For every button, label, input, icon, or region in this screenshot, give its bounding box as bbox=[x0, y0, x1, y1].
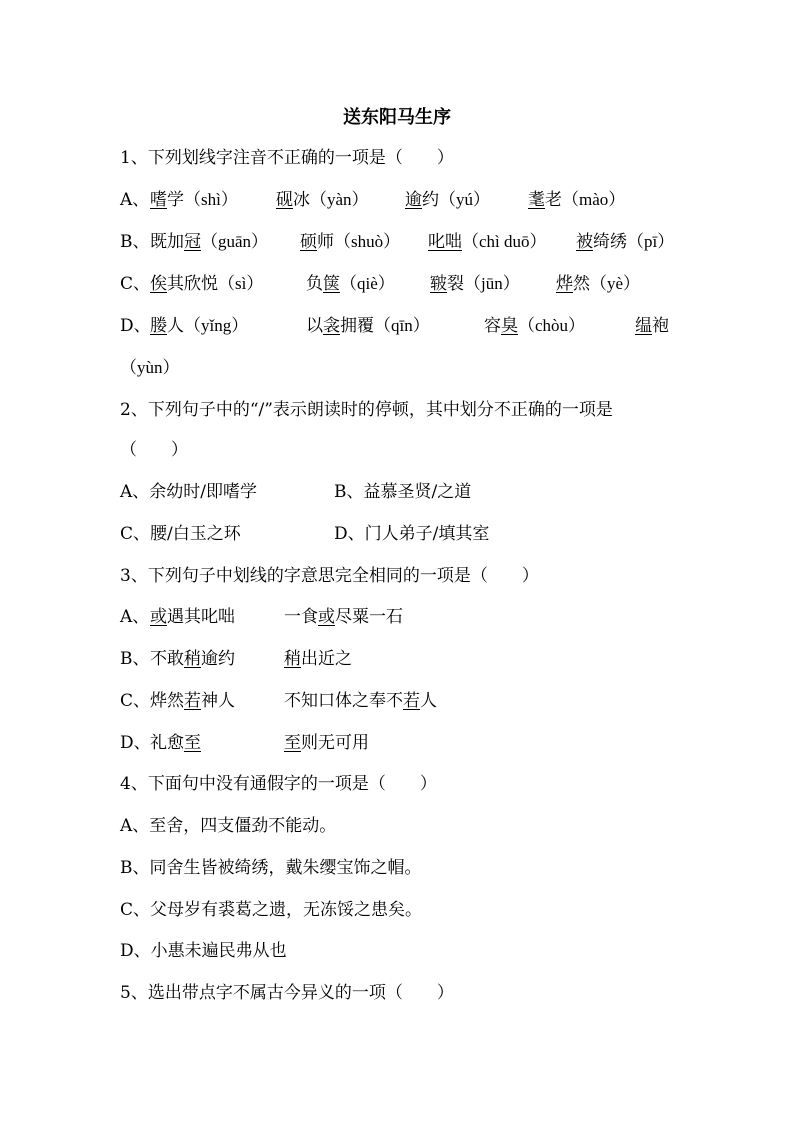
q1-d-word-4: 缊袍 bbox=[635, 316, 669, 336]
q1-b-word-3: 叱咄（chì duō） bbox=[428, 232, 547, 252]
q1-a-word-1: 嗜学（shì） bbox=[150, 190, 238, 210]
question-2-stem: 2、下列句子中的“/”表示朗读时的停顿，其中划分不正确的一项是 bbox=[120, 400, 613, 420]
question-2-answer-paren: （ ） bbox=[120, 440, 188, 460]
q1-c-word-4: 烨然（yè） bbox=[556, 274, 641, 294]
q3-b-sentence-2: 稍出近之 bbox=[284, 649, 352, 669]
q1-a-word-4: 耄老（mào） bbox=[528, 190, 626, 210]
q2-option-c: C、腰/白玉之环 bbox=[120, 524, 241, 544]
q3-a-sentence-1: 或遇其叱咄 bbox=[150, 607, 235, 627]
q1-b-word-4: 被绮绣（pī） bbox=[576, 232, 675, 252]
q2-option-d: D、门人弟子/填其室 bbox=[334, 524, 490, 544]
q4-option-b: B、同舍生皆被绮绣，戴朱缨宝饰之帽。 bbox=[120, 858, 422, 878]
q1-c-word-1: 俟其欣悦（sì） bbox=[150, 274, 264, 294]
question-1-stem: 1、下列划线字注音不正确的一项是（ ） bbox=[120, 148, 454, 168]
q4-option-a: A、至舍，四支僵劲不能动。 bbox=[120, 816, 337, 836]
option-label: A、 bbox=[120, 190, 150, 210]
q1-d-word-2: 以衾拥覆（qīn） bbox=[306, 316, 430, 336]
q1-d-word-3: 容臭（chòu） bbox=[484, 316, 586, 336]
q3-c-sentence-2: 不知口体之奉不若人 bbox=[284, 691, 437, 711]
q3-a-sentence-2: 一食或尽粟一石 bbox=[284, 607, 403, 627]
option-label: D、 bbox=[120, 316, 151, 336]
q3-d-sentence-2: 至则无可用 bbox=[284, 733, 369, 753]
q1-d-word-4-pinyin: （yùn） bbox=[120, 358, 180, 377]
q2-option-a: A、余幼时/即嗜学 bbox=[120, 482, 258, 502]
q1-d-word-1: 媵人（yǐng） bbox=[150, 316, 249, 336]
question-3-stem: 3、下列句子中划线的字意思完全相同的一项是（ ） bbox=[120, 566, 539, 586]
q3-d-sentence-1: 礼愈至 bbox=[150, 733, 201, 753]
q1-a-word-3: 逾约（yú） bbox=[405, 190, 490, 210]
option-label: C、 bbox=[120, 274, 151, 294]
q1-b-word-2: 硕师（shuò） bbox=[300, 232, 401, 252]
q4-option-c: C、父母岁有裘葛之遗，无冻馁之患矣。 bbox=[120, 900, 423, 920]
option-label: D、 bbox=[120, 733, 151, 753]
option-label: B、 bbox=[120, 232, 150, 252]
q4-option-d: D、小惠未遍民弗从也 bbox=[120, 941, 287, 961]
option-label: C、 bbox=[120, 691, 151, 711]
q1-c-word-3: 皲裂（jūn） bbox=[430, 274, 520, 294]
q1-c-word-2: 负箧（qiè） bbox=[306, 274, 395, 294]
question-5-stem: 5、选出带点字不属古今异义的一项（ ） bbox=[120, 983, 454, 1003]
option-label: B、 bbox=[120, 649, 150, 669]
option-label: A、 bbox=[120, 607, 150, 627]
q2-option-b: B、益慕圣贤/之道 bbox=[334, 482, 472, 502]
q1-b-word-1: 既加冠（guān） bbox=[150, 232, 269, 252]
document-title: 送东阳马生序 bbox=[343, 107, 451, 128]
q1-a-word-2: 砚冰（yàn） bbox=[276, 190, 369, 210]
q3-c-sentence-1: 烨然若神人 bbox=[150, 691, 235, 711]
question-4-stem: 4、下面句中没有通假字的一项是（ ） bbox=[120, 774, 437, 794]
q3-b-sentence-1: 不敢稍逾约 bbox=[150, 649, 235, 669]
